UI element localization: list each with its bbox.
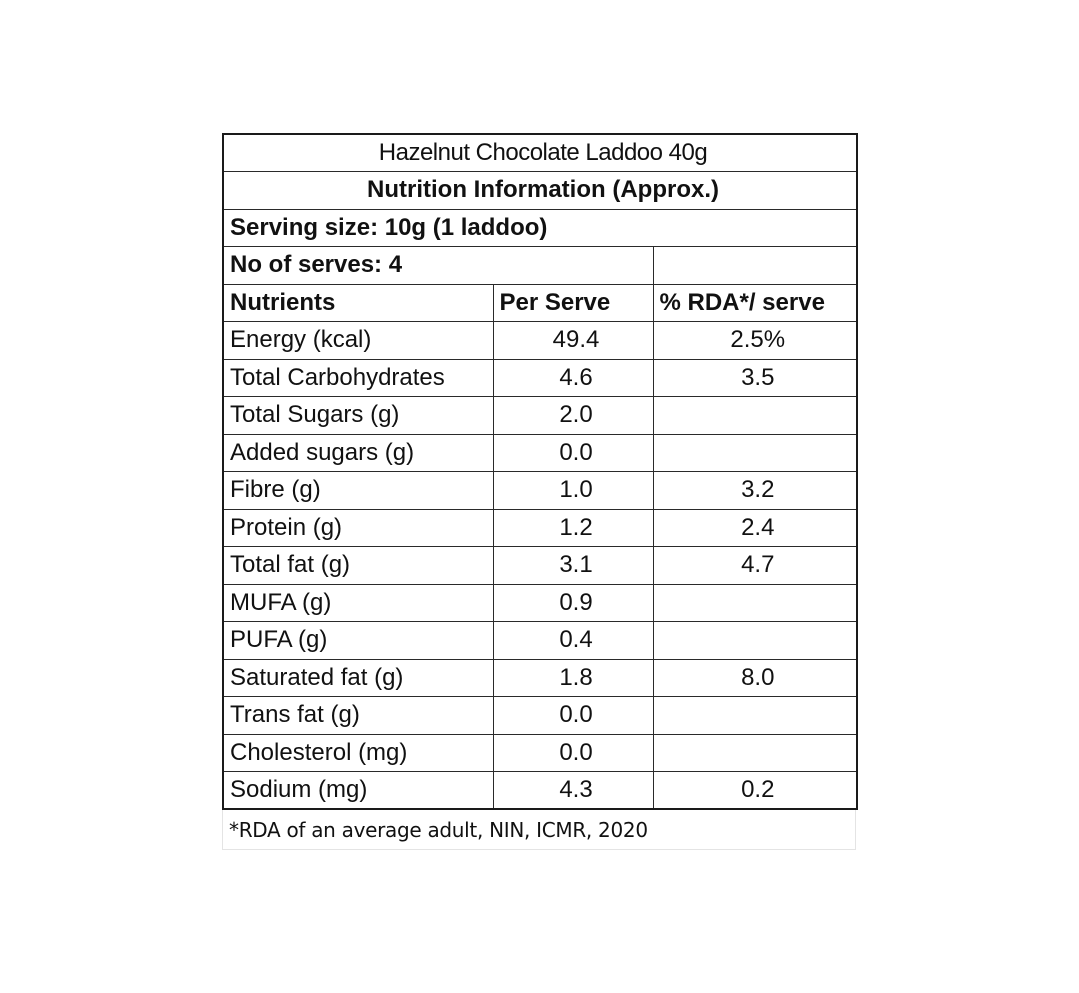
nutrient-name: Fibre (g)	[223, 472, 493, 510]
rda-value: 2.4	[653, 509, 857, 547]
rda-value	[653, 622, 857, 660]
per-serve-value: 1.2	[493, 509, 653, 547]
rda-value	[653, 397, 857, 435]
nutrient-row	[223, 622, 857, 660]
number-of-serves: No of serves: 4	[223, 247, 653, 285]
title-row	[223, 134, 857, 172]
rda-value: 2.5%	[653, 322, 857, 360]
nutrition-label	[222, 133, 856, 850]
nutrient-name: Energy (kcal)	[223, 322, 493, 360]
nutrient-name: Total Sugars (g)	[223, 397, 493, 435]
nutrient-name: Trans fat (g)	[223, 697, 493, 735]
header-rda: % RDA*/ serve	[653, 284, 857, 322]
rda-value: 3.5	[653, 359, 857, 397]
nutrient-row	[223, 547, 857, 585]
rda-value	[653, 697, 857, 735]
nutrient-name: MUFA (g)	[223, 584, 493, 622]
rda-value	[653, 734, 857, 772]
nutrition-table	[222, 133, 858, 810]
nutrient-name: Protein (g)	[223, 509, 493, 547]
nutrient-row	[223, 472, 857, 510]
header-nutrients: Nutrients	[223, 284, 493, 322]
per-serve-value: 49.4	[493, 322, 653, 360]
nutrient-name: Added sugars (g)	[223, 434, 493, 472]
header-per-serve: Per Serve	[493, 284, 653, 322]
nutrition-info-heading: Nutrition Information (Approx.)	[223, 172, 857, 210]
rda-value: 4.7	[653, 547, 857, 585]
empty-cell	[653, 247, 857, 285]
per-serve-value: 3.1	[493, 547, 653, 585]
per-serve-value: 1.8	[493, 659, 653, 697]
per-serve-value: 1.0	[493, 472, 653, 510]
per-serve-value: 0.0	[493, 434, 653, 472]
rda-value: 3.2	[653, 472, 857, 510]
nutrient-row	[223, 509, 857, 547]
per-serve-value: 2.0	[493, 397, 653, 435]
nutrient-name: PUFA (g)	[223, 622, 493, 660]
rda-value	[653, 584, 857, 622]
serving-size-row	[223, 209, 857, 247]
nutrient-row	[223, 772, 857, 810]
per-serve-value: 4.6	[493, 359, 653, 397]
nutrient-name: Total Carbohydrates	[223, 359, 493, 397]
nutrient-row	[223, 659, 857, 697]
nutrient-name: Cholesterol (mg)	[223, 734, 493, 772]
per-serve-value: 0.9	[493, 584, 653, 622]
nutrient-row	[223, 697, 857, 735]
rda-value: 8.0	[653, 659, 857, 697]
nutrient-row	[223, 359, 857, 397]
per-serve-value: 0.4	[493, 622, 653, 660]
nutrient-row	[223, 322, 857, 360]
rda-footnote: *RDA of an average adult, NIN, ICMR, 2020	[222, 810, 856, 850]
nutrient-row	[223, 734, 857, 772]
nutrient-name: Total fat (g)	[223, 547, 493, 585]
per-serve-value: 0.0	[493, 734, 653, 772]
nutrient-row	[223, 397, 857, 435]
nutrient-name: Sodium (mg)	[223, 772, 493, 810]
rda-value	[653, 434, 857, 472]
rda-value: 0.2	[653, 772, 857, 810]
serving-size: Serving size: 10g (1 laddoo)	[223, 209, 857, 247]
serves-row	[223, 247, 857, 285]
nutrient-row	[223, 584, 857, 622]
header-row	[223, 284, 857, 322]
per-serve-value: 4.3	[493, 772, 653, 810]
nutrient-name: Saturated fat (g)	[223, 659, 493, 697]
per-serve-value: 0.0	[493, 697, 653, 735]
product-title: Hazelnut Chocolate Laddoo 40g	[223, 134, 857, 172]
nutrient-row	[223, 434, 857, 472]
subtitle-row	[223, 172, 857, 210]
